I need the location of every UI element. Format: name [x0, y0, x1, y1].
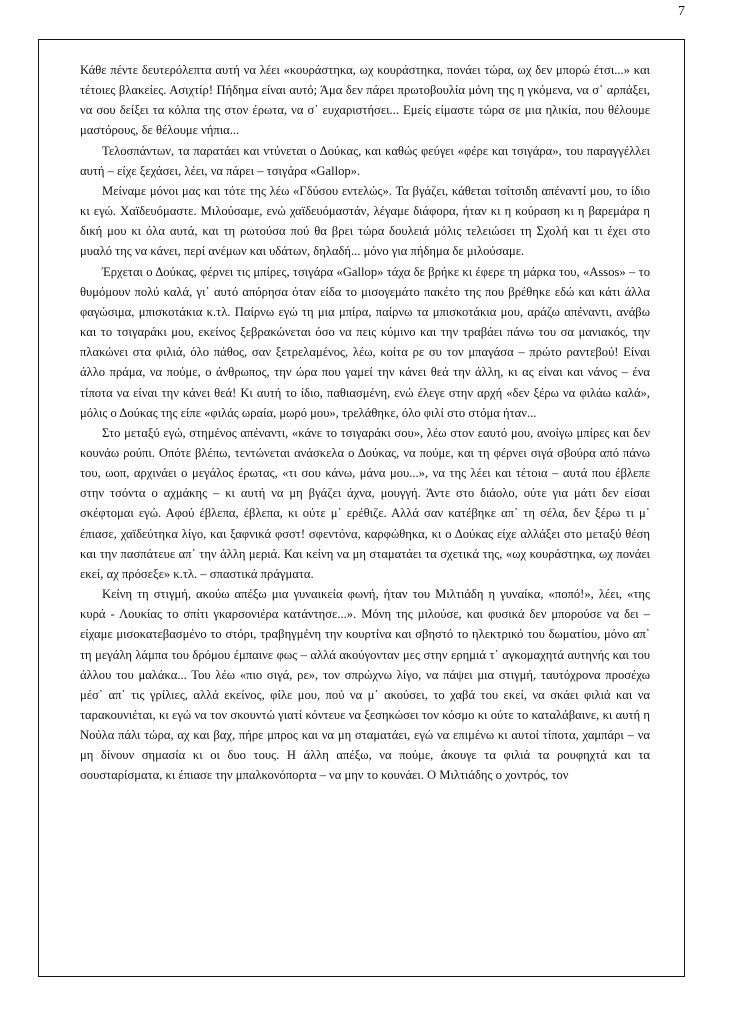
paragraph: Κείνη τη στιγμή, ακούω απέξω μια γυναικεία φωνή, ήταν του Μιλτιάδη η γυναίκα, «ποπό!», λέει, «της κυρά - Λουκίας το σπίτι γκαρσονιέρα κατάντησε...». Μόνη της μιλούσε, και φυσικά δεν μπορούσε να δει – είχαμε μισοκατεβασμένο το στόρι, τραβηγμένη την κουρτίνα και σβηστό το ηλεκτρικό του δωματίου, μόνο απ᾽ τη μεγάλη λάμπα του δρόμου έμπαινε φως – αλλά ακούγονταν μες στην ερημιά τ᾽ αγκομαχητά αυτηνής και του άλλου του μαλάκα... Του λέω «πιο σιγά, ρε», τον σπρώχνω λίγο, να πάψει μια στιγμή, ταυτόχρονα προσέχω μέσ᾽ απ᾽ τις γρίλιες, αλλά εκείνος, φίλε μου, πού να μ᾽ ακούσει, το χαβά του εκεί, να σκάει φιλιά και να ταρακουνιέται, κι εγώ να τον σκουντώ γιατί κόντευε να ξεσηκώσει τον κόσμο κι ούτε το καταλάβαινε, κι αυτή η Νούλα πάλι τώρα, αχ και βαχ, πήρε μπρος και να μη σταματάει, εγώ να επιμένω κι αυτοί τίποτα, χαμπάρι – να μη δίνουν σημασία κι οι δυο τους. Η άλλη απέξω, να πούμε, άκουγε τα φιλιά τα ρουφηχτά και τα σουσταρίσματα, κι έπιασε την μπαλκονόπορτα – να μην το κουνάει. Ο Μιλτιάδης ο χοντρός, τον	[80, 587, 650, 783]
paragraph: Κάθε πέντε δευτερόλεπτα αυτή να λέει «κουράστηκα, ωχ κουράστηκα, πονάει τώρα, ωχ δεν μπορώ έτσι...» και τέτοιες βλακείες. Ασιχτίρ! Πήδημα είναι αυτό; Άμα δεν πάρει πρωτοβουλία μόνη της η γκόμενα, να σ᾽ αρπάξει, να σου δείξει τα κόλπα της στον έρωτα, να σ᾽ ευχαριστήσει... Εμείς είμαστε τώρα σε μια ηλικία, που θέλουμε μαστόρους, δε θέλουμε νήπια...	[80, 63, 650, 138]
paragraph: Μείναμε μόνοι μας και τότε της λέω «Γδύσου εντελώς». Τα βγάζει, κάθεται τσίτσιδη απέναντί μου, το ίδιο κι εγώ. Χαϊδευόμαστε. Μιλούσαμε, ενώ χαϊδευόμαστάν, λέγαμε διάφορα, ήταν κι η κούραση κι η βαρεμάρα η δική μου κι όλα αυτά, και τη ρωτούσα πού θα βρει τώρα δουλειά μόλις τελειώσει τη Σχολή και τι έχει στο μυαλό της να κάνει, περί ανέμων και υδάτων, δηλαδή... μόνο για πήδημα δε μιλούσαμε.	[80, 183, 650, 259]
paragraph: Στο μεταξύ εγώ, στημένος απέναντι, «κάνε το τσιγαράκι σου», λέω στον εαυτό μου, ανοίγω μπίρες και δεν κουνάω ρούπι. Οπότε βλέπω, τεντώνεται ανάσκελα ο Δούκας, να πούμε, και τη φέρνει σιγά σβούρα από πάνω του, ωοπ, αρχινάει ο μεγάλος έρωτας, «τι σου κάνω, μάνα μου...», να της λέει και τέτοια – αυτά που έβλεπε στην τσόντα ο αχμάκης – κι αυτή να μη βγάζει άχνα, μουγγή. Άντε στο διάολο, ούτε για μάτι δεν είσαι σκέφτομαι εγώ. Αφού έβλεπα, έβλεπα, κι ούτε μ᾽ ερέθιζε. Αλλά σαν κατέβηκε απ᾽ τη σέλα, δεν ξέρω τι μ᾽ έπιασε, χαϊδεύτηκα λίγο, και ξαφνικά φσστ! σφεντόνα, καρφώθηκα, κι ο Δούκας είχε αλλάξει στο μεταξύ θέση και την πασπάτευε απ᾽ την άλλη μεριά. Και κείνη να μη σταματάει τα σχετικά της, «ωχ κουράστηκα, ωχ πονάει εκεί, αχ πρόσεξε» κ.τλ. – σπαστικά πράγματα.	[80, 425, 650, 581]
paragraph: Έρχεται ο Δούκας, φέρνει τις μπίρες, τσιγάρα «Gallop» τάχα δε βρήκε κι έφερε τη μάρκα του, «Assos» – το θυμόμουν πολύ καλά, γι᾽ αυτό απόρησα όταν είδα το μισογεμάτο πακέτο της που βρέθηκε εδώ και κάτι άλλα φαγώσιμα, μπισκοτάκια κ.τλ. Παίρνω εγώ τη μια μπίρα, παίρνω τα μπισκοτάκια μου, αράζω απέναντι, ανάβω και το τσιγαράκι μου, εκείνος ξεβρακώνεται όσο να πεις κύμινο και την τραβάει πάνω του σα μανιακός, την πλακώνει στα φιλιά, όλο πάθος, σαν ξετρελαμένος, λέω, κοίτα ρε συ τον μπαγάσα – πρώτο ραντεβού! Είναι άλλο πράμα, να πούμε, ο άνθρωπος, την ώρα που γαμεί την κάνει θεά την άλλη, κι ας είναι και νάνος – ένα τίποτα να είναι την κάνει θεά! Κι αυτή το ίδιο, παθιασμένη, ενώ έλεγε στην αρχή «δεν ξέρω να φιλάω καλά», μόλις ο Δούκας της είπε «φιλάς ωραία, μωρό μου», τρελάθηκε, όλο φιλί στο στόμα ήταν...	[80, 264, 650, 420]
paragraph: Τελοσπάντων, τα παρατάει και ντύνεται ο Δούκας, και καθώς φεύγει «φέρε και τσιγάρα», του παραγγέλλει αυτή – είχε ξεχάσει, λέει, να πάρει – τσιγάρα «Gallop».	[80, 143, 650, 178]
page-number: 7	[678, 4, 685, 19]
body-text	[80, 60, 650, 786]
